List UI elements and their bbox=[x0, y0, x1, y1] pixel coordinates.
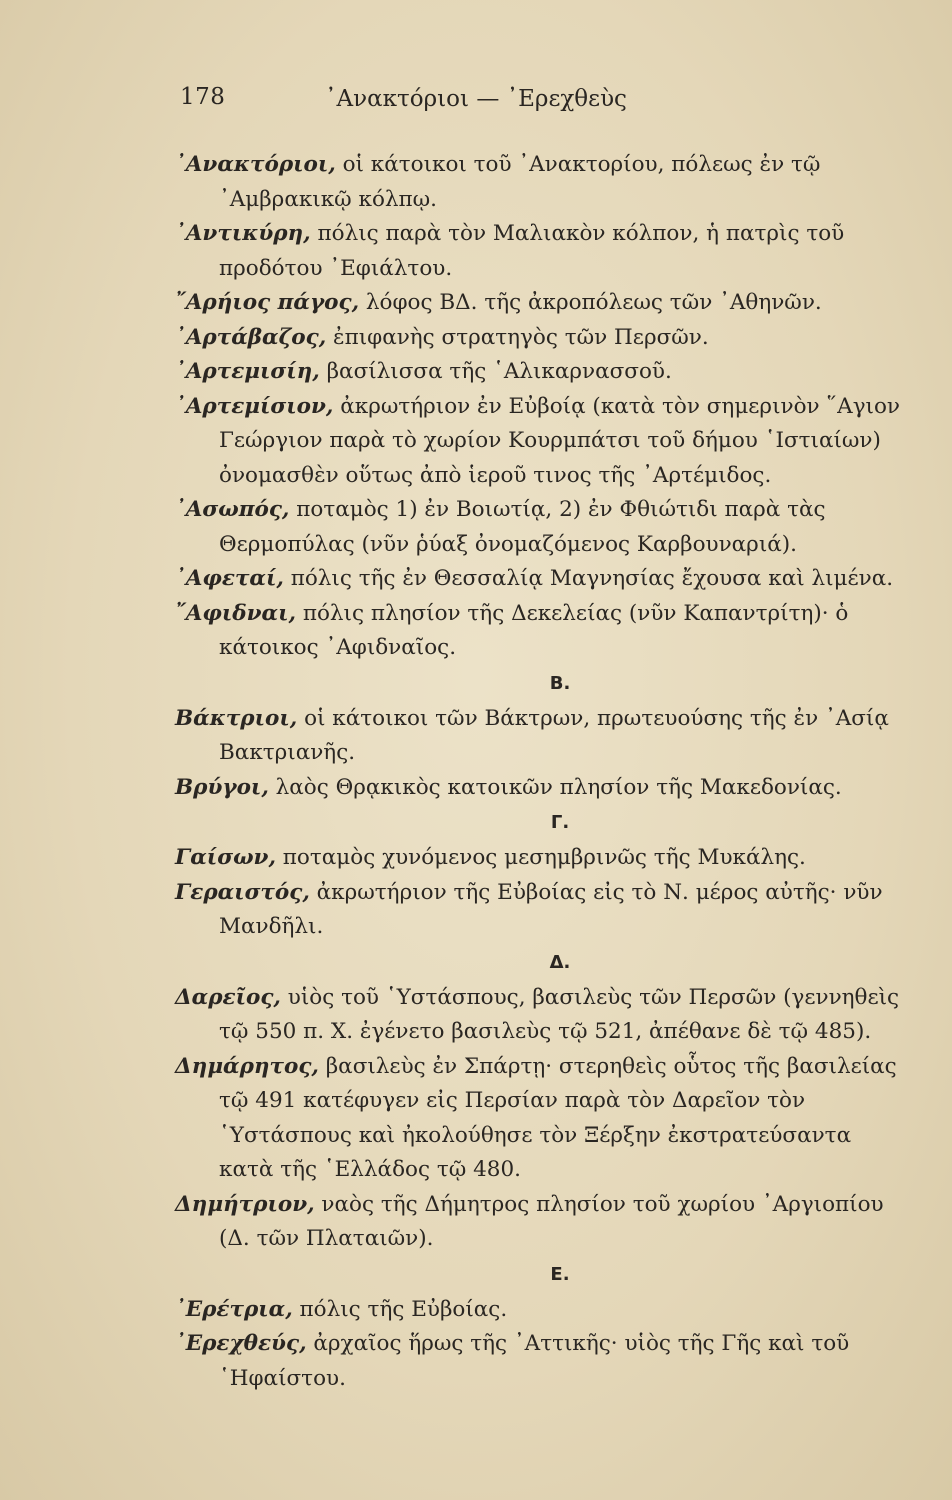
running-title: ᾿Ανακτόριοι — ᾿Ερεχθεὺς bbox=[325, 86, 627, 112]
entry-definition: λόφος ΒΔ. τῆς ἀκροπόλεως τῶν ᾿Αθηνῶν. bbox=[359, 290, 822, 315]
entry-headword: ᾿Αφεταί, bbox=[175, 566, 284, 591]
entry-definition: ποταμὸς 1) ἐν Βοιωτίᾳ, 2) ἐν Φθιώτιδι παρὰ τὰς Θερμοπύλας (νῦν ῥύαξ ὀνομαζόμενος Καρβουναριά). bbox=[219, 497, 826, 557]
section-letter: Δ. bbox=[549, 951, 571, 973]
entry-headword: ᾿Αρτάβαζος, bbox=[175, 324, 327, 350]
entry-definition: πόλις πλησίον τῆς Δεκελείας (νῦν Καπαντρίτη)· ὁ κάτοικος ᾿Αφιδναῖος. bbox=[219, 600, 849, 660]
glossary-entry bbox=[175, 562, 905, 597]
glossary-entry bbox=[175, 390, 905, 494]
section-letter: B. bbox=[549, 672, 571, 694]
entry-definition: ἀκρωτήριον τῆς Εὐβοίας εἰς τὸ Ν. μέρος αὐτῆς· νῦν Μανδῆλι. bbox=[219, 879, 883, 939]
entry-headword: Γεραιστός, bbox=[175, 879, 310, 905]
entry-headword: ᾿Ανακτόριοι, bbox=[175, 152, 336, 177]
entry-headword: ᾿Ερεχθεύς, bbox=[175, 1331, 307, 1356]
entry-headword: ᾿Ερέτρια, bbox=[175, 1296, 293, 1322]
glossary-entry bbox=[175, 771, 905, 806]
glossary-entry bbox=[175, 321, 905, 356]
entry-headword: ᾿Αρτεμίσιον, bbox=[175, 393, 334, 419]
glossary-entry bbox=[175, 1188, 905, 1257]
entry-definition: ἐπιφανὴς στρατηγὸς τῶν Περσῶν. bbox=[326, 324, 709, 350]
entry-headword: ᾿Αντικύρη, bbox=[175, 221, 311, 246]
entry-headword: Βάκτριοι, bbox=[175, 705, 298, 731]
glossary-entry bbox=[175, 702, 905, 771]
entry-definition: πόλις τῆς ἐν Θεσσαλίᾳ Μαγνησίας ἔχουσα καὶ λιμένα. bbox=[283, 566, 894, 591]
glossary-entry bbox=[175, 217, 905, 286]
entry-definition: πόλις παρὰ τὸν Μαλιακὸν κόλπον, ἡ πατρὶς τοῦ προδότου ᾿Εφιάλτου. bbox=[219, 221, 845, 281]
entry-headword: ᾿Ασωπός, bbox=[175, 497, 290, 522]
section-letter: Γ. bbox=[550, 812, 570, 833]
entry-definition: βασίλισσα τῆς ῾Αλικαρνασσοῦ. bbox=[319, 359, 672, 384]
glossary-entry bbox=[175, 597, 905, 666]
entry-definition: ἀκρωτήριον ἐν Εὐβοίᾳ (κατὰ τὸν σημερινὸν ῞Αγιον Γεώργιον παρὰ τὸ χωρίον Κουρμπάτσι τοῦ δήμου ῾Ιστιαίων) ὀνομασθὲν οὕτως ἀπὸ ἱεροῦ τινος τῆς ᾿Αρτέμιδος. bbox=[219, 393, 900, 488]
glossary-entry bbox=[175, 1050, 905, 1188]
entry-definition: βασιλεὺς ἐν Σπάρτῃ· στερηθεὶς οὗτος τῆς βασιλείας τῷ 491 κατέφυγεν εἰς Περσίαν παρὰ τὸν Δαρεῖον τὸν ῾Υστάσπους καὶ ἠκολούθησε τὸν Ξέρξην ἐκστρατεύσαντα κατὰ τῆς ῾Ελλάδος τῷ 480. bbox=[219, 1053, 897, 1182]
entry-headword: Δαρεῖος, bbox=[175, 984, 281, 1010]
entry-headword: ᾿Αρτεμισίη, bbox=[175, 359, 320, 384]
entry-definition: ποταμὸς χυνόμενος μεσημβρινῶς τῆς Μυκάλης. bbox=[275, 845, 806, 870]
entry-definition: ἀρχαῖος ἥρως τῆς ᾿Αττικῆς· υἱὸς τῆς Γῆς καὶ τοῦ ῾Ηφαίστου. bbox=[219, 1331, 850, 1391]
entry-definition: οἱ κάτοικοι τῶν Βάκτρων, πρωτευούσης τῆς ἐν ᾿Ασίᾳ Βακτριανῆς. bbox=[219, 705, 889, 765]
entry-definition: πόλις τῆς Εὐβοίας. bbox=[292, 1296, 508, 1322]
glossary-entry bbox=[175, 1293, 905, 1328]
entry-definition: ναὸς τῆς Δήμητρος πλησίον τοῦ χωρίου ᾿Αργιοπίου (Δ. τῶν Πλαταιῶν). bbox=[219, 1191, 884, 1251]
glossary-entry bbox=[175, 1327, 905, 1396]
glossary-entry bbox=[175, 286, 905, 321]
entry-headword: Δημάρητος, bbox=[175, 1053, 319, 1079]
entry-definition: λαὸς Θρᾳκικὸς κατοικῶν πλησίον τῆς Μακεδονίας. bbox=[268, 774, 842, 800]
glossary-entry bbox=[175, 148, 905, 217]
entry-headword: Βρύγοι, bbox=[175, 774, 269, 800]
glossary-entry bbox=[175, 876, 905, 945]
page-number: 178 bbox=[180, 84, 226, 110]
entry-headword: Γαίσων, bbox=[175, 845, 276, 870]
section-letter: E. bbox=[550, 1263, 570, 1285]
glossary-entry bbox=[175, 981, 905, 1050]
entry-headword: ῎Αρήιος πάγος, bbox=[175, 290, 360, 315]
glossary-entry bbox=[175, 355, 905, 390]
entry-definition: υἱὸς τοῦ ῾Υστάσπους, βασιλεὺς τῶν Περσῶν (γεννηθεὶς τῷ 550 π. Χ. ἐγένετο βασιλεὺς τῷ 521, ἀπέθανε δὲ τῷ 485). bbox=[219, 984, 900, 1044]
glossary-entry bbox=[175, 493, 905, 562]
entry-headword: ῎Αφιδναι, bbox=[175, 600, 296, 626]
glossary-entry bbox=[175, 841, 905, 876]
glossary-list bbox=[175, 148, 905, 1396]
entry-definition: οἱ κάτοικοι τοῦ ᾿Ανακτορίου, πόλεως ἐν τῷ ᾿Αμβρακικῷ κόλπῳ. bbox=[219, 152, 821, 212]
entry-headword: Δημήτριον, bbox=[175, 1191, 315, 1217]
